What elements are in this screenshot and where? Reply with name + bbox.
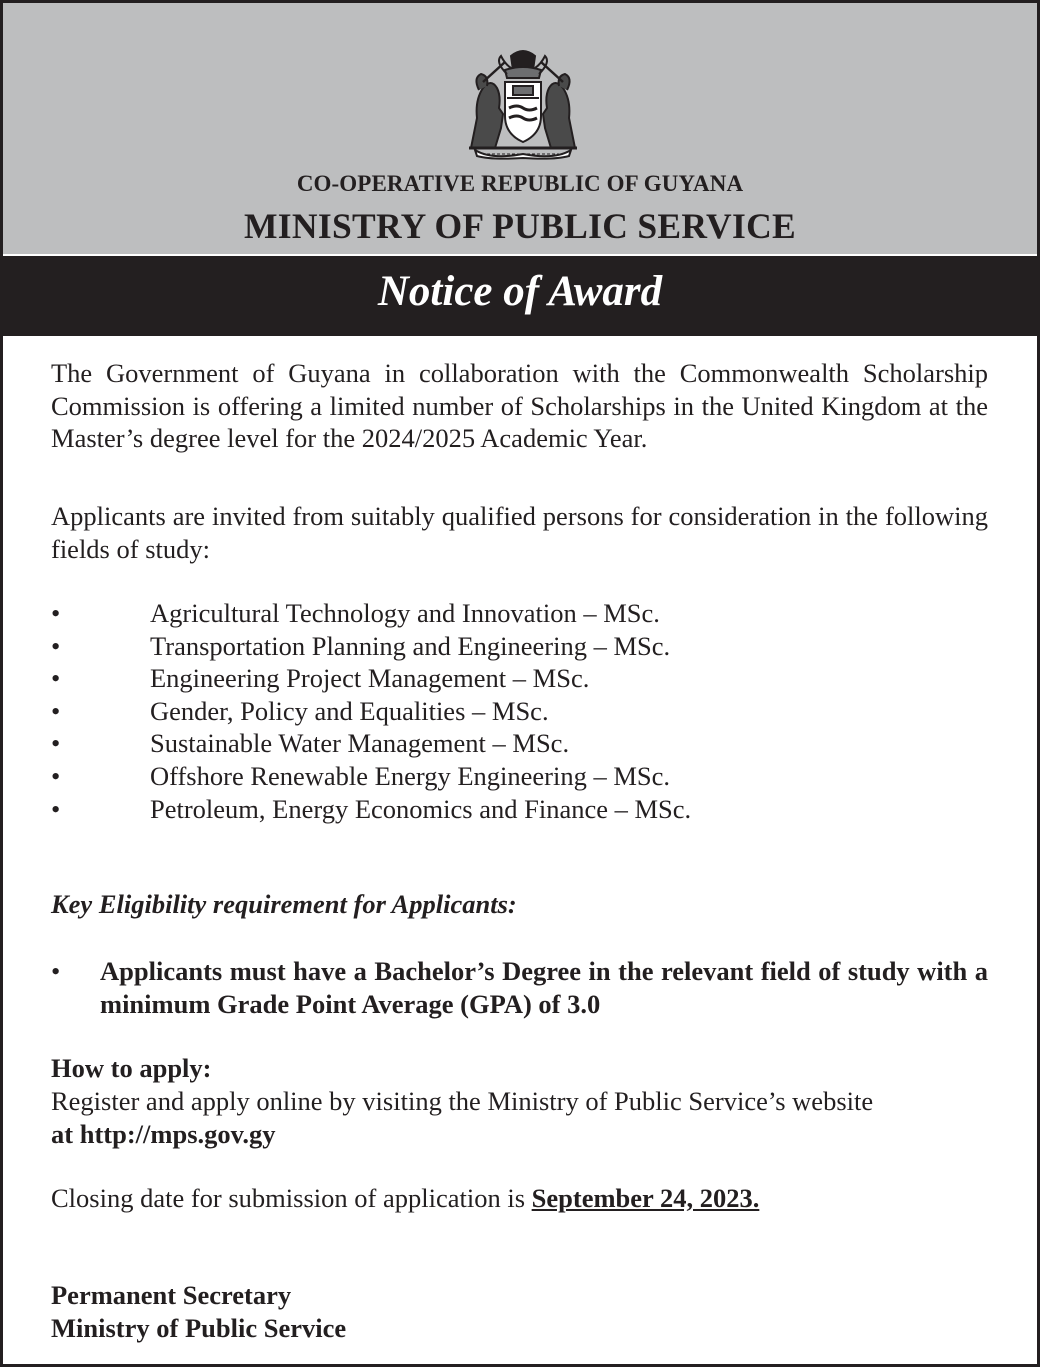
field-of-study: Petroleum, Energy Economics and Finance – MSc. xyxy=(150,793,692,824)
field-of-study: Agricultural Technology and Innovation – MSc. xyxy=(150,598,660,628)
bullet-icon: • xyxy=(51,663,61,694)
fields-of-study-list xyxy=(51,597,988,825)
list-item xyxy=(51,597,988,630)
how-to-apply-heading: How to apply: xyxy=(51,1053,212,1083)
signatory-organization: Ministry of Public Service xyxy=(51,1313,347,1343)
field-of-study: Offshore Renewable Energy Engineering – MSc. xyxy=(150,760,671,791)
list-item xyxy=(51,630,988,663)
apply-instructions xyxy=(51,1085,988,1150)
intro-paragraph: The Government of Guyana in collaboration with the Commonwealth Scholarship Commission is offering a limited number of Scholarships in the United Kingdom at the Master’s degree level for the 2024/2025 Academic Year. xyxy=(51,358,988,453)
bullet-icon: • xyxy=(51,760,61,791)
field-of-study: Gender, Policy and Equalities – MSc. xyxy=(150,695,549,726)
guyana-coat-of-arms-icon xyxy=(461,48,585,160)
country-name: CO-OPERATIVE REPUBLIC OF GUYANA xyxy=(296,171,744,196)
closing-date: September 24, 2023. xyxy=(531,1183,760,1213)
bullet-icon: • xyxy=(51,598,61,628)
bullet-icon: • xyxy=(51,630,61,661)
closing-date-line xyxy=(51,1183,759,1214)
list-item xyxy=(51,793,988,826)
bullet-icon: • xyxy=(51,793,61,824)
notice-title: Notice of Award xyxy=(377,268,663,315)
invite-paragraph: Applicants are invited from suitably qualified persons for consideration in the following fields of study: xyxy=(51,501,988,564)
bullet-icon: • xyxy=(51,695,61,726)
website-link[interactable]: at http://mps.gov.gy xyxy=(51,1118,276,1149)
apply-text: Register and apply online by visiting the Ministry of Public Service’s website xyxy=(51,1086,874,1116)
ministry-name: MINISTRY OF PUBLIC SERVICE xyxy=(243,206,797,246)
list-item xyxy=(51,662,988,695)
field-of-study: Engineering Project Management – MSc. xyxy=(150,663,590,694)
field-of-study: Sustainable Water Management – MSc. xyxy=(150,728,570,759)
header-band xyxy=(3,3,1037,254)
closing-text: Closing date for submission of application is xyxy=(51,1183,532,1213)
list-item xyxy=(51,695,988,728)
signatory-title: Permanent Secretary xyxy=(51,1280,292,1310)
bullet-icon: • xyxy=(51,956,61,986)
eligibility-heading: Key Eligibility requirement for Applicants: xyxy=(51,889,517,919)
requirement-text: Applicants must have a Bachelor’s Degree in the relevant field of study with a minimum Grade Point Average (GPA) of 3.0 xyxy=(100,956,988,1019)
field-of-study: Transportation Planning and Engineering – MSc. xyxy=(150,630,671,661)
list-item xyxy=(51,727,988,760)
bullet-icon: • xyxy=(51,728,61,759)
list-item xyxy=(51,760,988,793)
